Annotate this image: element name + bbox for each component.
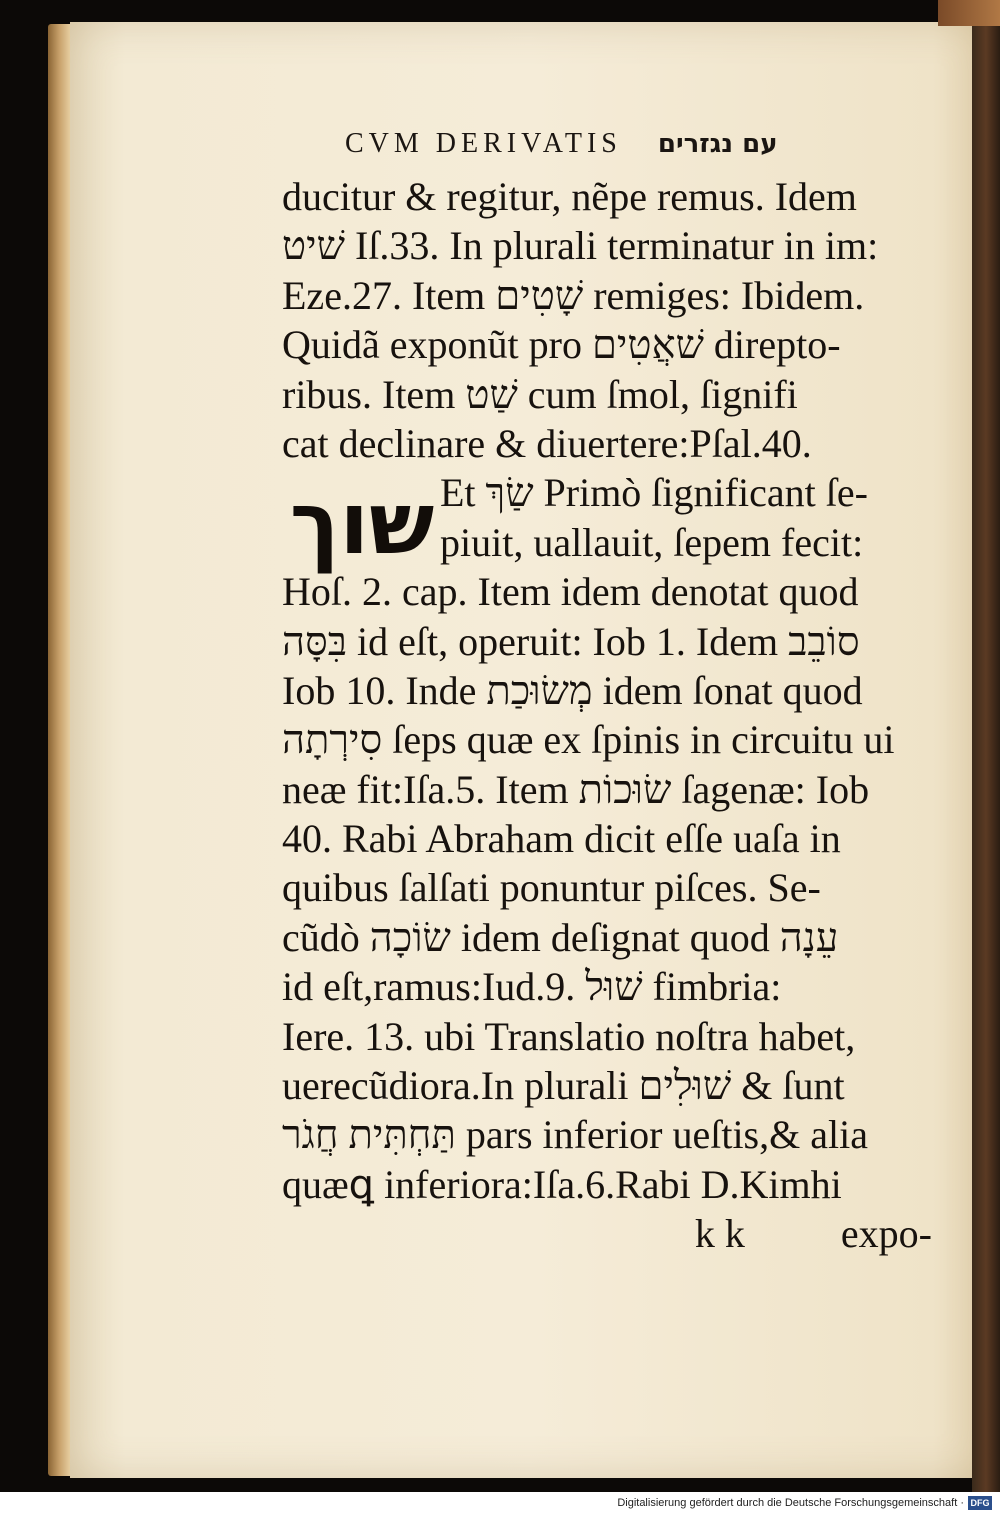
text-line: Iob 10. Inde מְשׂוּכַת idem ſonat quod bbox=[282, 667, 863, 713]
text-line: quæꝗ inferiora:Iſa.6.Rabi D.Kimhi bbox=[282, 1161, 842, 1207]
text-line: id eſt,ramus:Iud.9. שׁוּל fimbria: bbox=[282, 964, 782, 1010]
page-corner bbox=[938, 0, 1000, 26]
text-line: ducitur & regitur, nẽpe remus. Idem bbox=[282, 174, 857, 219]
running-head bbox=[345, 128, 885, 168]
catchword: expo- bbox=[840, 1211, 932, 1257]
text-line: quibus ſalſati ponuntur piſces. Se- bbox=[282, 865, 821, 911]
text-line: שׁיט Iſ.33. In plurali terminatur in im: bbox=[282, 223, 879, 269]
text-line: neæ fit:Iſa.5. Item שׂוּכוֹת ſagenæ: Iob bbox=[282, 766, 870, 812]
text-line: ribus. Item שַׁט cum ſmol, ſignifi bbox=[282, 371, 798, 417]
text-line: Hoſ. 2. cap. Item idem denotat quod bbox=[282, 569, 859, 615]
dfg-credit-text: Digitalisierung gefördert durch die Deutsche Forschungsgemeinschaft · bbox=[617, 1497, 964, 1509]
body-text bbox=[282, 172, 942, 1259]
running-head-latin: CVM DERIVATIS bbox=[345, 128, 622, 159]
page-right-shadow bbox=[972, 0, 1000, 1492]
hebrew-initial-word: שוך bbox=[289, 474, 435, 574]
running-head-hebrew: עם נגזרים bbox=[657, 129, 778, 159]
text-line: piuit, uallauit, ſepem fecit: bbox=[440, 519, 864, 565]
text-line: Iere. 13. ubi Translatio noſtra habet, bbox=[282, 1013, 856, 1059]
text-line: Et שַׂךְ Primò ſignificant ſe- bbox=[440, 470, 868, 516]
text-line: cũdò שׂוֹכָה idem deſignat quod עֵנָה bbox=[282, 914, 839, 960]
text-line: Eze.27. Item שָׁטִים remiges: Ibidem. bbox=[282, 272, 865, 318]
text-line: בִּסָּה id eſt, operuit: Iob 1. Idem סוֹבֵב bbox=[282, 618, 860, 664]
text-line: cat declinare & diuertere:Pſal.40. bbox=[282, 420, 812, 466]
dfg-logo-icon: DFG bbox=[968, 1496, 992, 1510]
text-line: תַּחְתִּית חֲגֹר pars inferior ueſtis,& alia bbox=[282, 1112, 868, 1158]
text-line: סִירְתָה ſeps quæ ex ſpinis in circuitu ui bbox=[282, 717, 895, 763]
credit-footer bbox=[0, 1492, 1000, 1514]
text-line: Quidã exponũt pro שׁאֲטִים direpto- bbox=[282, 322, 841, 368]
text-line: uerecũdiora.In plurali שׁוּלִים & ſunt bbox=[282, 1063, 845, 1109]
text-line: 40. Rabi Abraham dicit eſſe uaſa in bbox=[282, 816, 841, 862]
catchword-line bbox=[282, 1209, 942, 1258]
signature-mark: k k bbox=[694, 1211, 745, 1257]
